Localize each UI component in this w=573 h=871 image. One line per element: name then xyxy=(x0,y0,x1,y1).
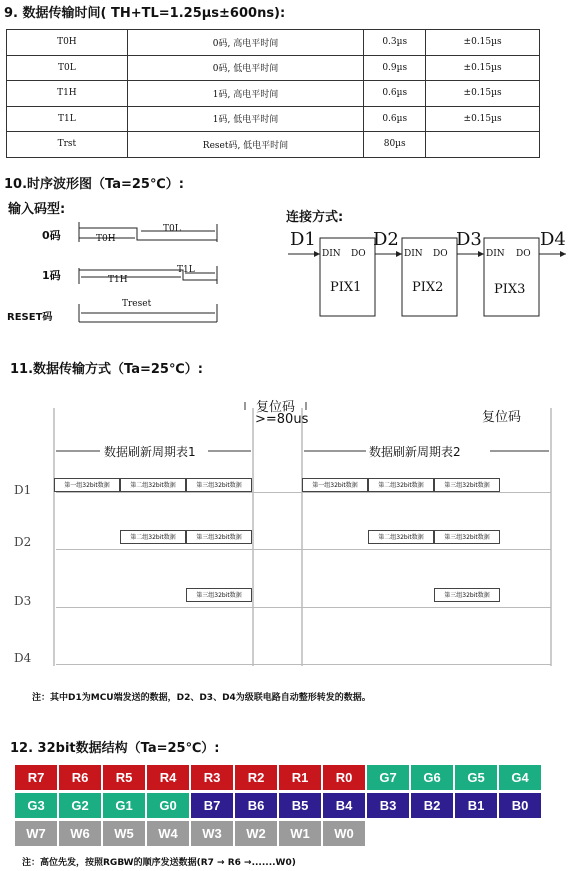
bit-cell: R0 xyxy=(322,764,366,791)
bit-cell: B6 xyxy=(234,792,278,819)
d2-group3-b: 第三组32bit数据 xyxy=(434,530,500,544)
code0-label: 0码 xyxy=(42,229,61,242)
connection-diagram xyxy=(286,228,571,320)
period1-label: 数据刷新周期表1 xyxy=(104,445,196,459)
line-label-d4: D4 xyxy=(14,651,32,665)
bit-cell: W6 xyxy=(58,820,102,847)
section12-note: 注：高位先发，按照RGBW的顺序发送数据(R7 → R6 →.......W0) xyxy=(22,858,296,868)
bits-row-1 xyxy=(14,764,542,791)
t0l-label: T0L xyxy=(163,224,181,234)
bit-cell: W5 xyxy=(102,820,146,847)
reset-code-label: 复位码 xyxy=(256,400,296,415)
timing-cell-name: T1H xyxy=(7,81,128,107)
d1-group2-b: 第二组32bit数据 xyxy=(368,478,434,492)
pix3-do: DO xyxy=(516,249,531,259)
d1-group1-b: 第一组32bit数据 xyxy=(302,478,368,492)
bit-cell: G2 xyxy=(58,792,102,819)
timing-cell-desc: 0码, 低电平时间 xyxy=(127,55,364,81)
d1-group3: 第三组32bit数据 xyxy=(186,478,252,492)
timing-cell-value: 0.9µs xyxy=(364,55,426,81)
bit-cell: G4 xyxy=(498,764,542,791)
d1-gridline xyxy=(56,492,551,493)
bits-row-2 xyxy=(14,792,542,819)
bit-cell: G6 xyxy=(410,764,454,791)
d4-gridline xyxy=(56,664,551,665)
d3-group3: 第三组32bit数据 xyxy=(186,588,252,602)
d3-gridline xyxy=(56,607,551,608)
t1l-label: T1L xyxy=(177,265,195,275)
timing-cell-tol: ±0.15µs xyxy=(426,55,540,81)
timing-cell-desc: Reset码, 低电平时间 xyxy=(127,132,364,158)
pix1-do: DO xyxy=(351,249,366,259)
timing-row xyxy=(7,81,540,107)
bit-cell: B5 xyxy=(278,792,322,819)
bit-cell: R7 xyxy=(14,764,58,791)
bit-cell: R2 xyxy=(234,764,278,791)
section10-title: 10.时序波形图（Ta=25℃）: xyxy=(4,177,184,192)
treset-label: Treset xyxy=(122,299,152,309)
timing-cell-name: T1L xyxy=(7,106,128,132)
pix1-label: PIX1 xyxy=(330,280,362,295)
bit-cell: W4 xyxy=(146,820,190,847)
line-label-d2: D2 xyxy=(14,535,32,549)
connect-title: 连接方式: xyxy=(286,210,344,225)
timing-row xyxy=(7,55,540,81)
bit-cell: G3 xyxy=(14,792,58,819)
bit-cell: B7 xyxy=(190,792,234,819)
d3-label: D3 xyxy=(456,229,482,250)
code1-label: 1码 xyxy=(42,269,61,282)
d4-label: D4 xyxy=(540,229,566,250)
pix3-din: DIN xyxy=(486,249,505,259)
timing-cell-desc: 1码, 低电平时间 xyxy=(127,106,364,132)
pix3-label: PIX3 xyxy=(494,282,526,297)
timing-cell-tol: ±0.15µs xyxy=(426,81,540,107)
period2-label: 数据刷新周期表2 xyxy=(369,445,461,459)
pix2-do: DO xyxy=(433,249,448,259)
d2-group2: 第二组32bit数据 xyxy=(120,530,186,544)
bit-cell: W0 xyxy=(322,820,366,847)
timing-cell-tol xyxy=(426,132,540,158)
section9-title: 9. 数据传输时间( TH+TL=1.25µs±600ns): xyxy=(4,6,286,21)
timing-cell-name: T0L xyxy=(7,55,128,81)
timing-cell-value: 0.6µs xyxy=(364,81,426,107)
bit-cell: R3 xyxy=(190,764,234,791)
reset-code-label-2: 复位码 xyxy=(482,410,522,425)
bit-cell: B4 xyxy=(322,792,366,819)
timing-row xyxy=(7,106,540,132)
d2-group3: 第三组32bit数据 xyxy=(186,530,252,544)
timing-table xyxy=(6,29,540,158)
timing-row xyxy=(7,132,540,158)
section11-note: 注：其中D1为MCU端发送的数据，D2、D3、D4为级联电路自动整形转发的数据。 xyxy=(32,693,371,703)
timing-cell-value: 0.6µs xyxy=(364,106,426,132)
reset-label: RESET码 xyxy=(7,312,53,323)
bits-row-3 xyxy=(14,820,366,847)
t0h-label: T0H xyxy=(96,234,116,244)
timing-cell-desc: 0码, 高电平时间 xyxy=(127,30,364,56)
timing-cell-value: 0.3µs xyxy=(364,30,426,56)
pix1-din: DIN xyxy=(322,249,341,259)
bit-cell: G5 xyxy=(454,764,498,791)
bit-cell: W7 xyxy=(14,820,58,847)
timing-cell-value: 80µs xyxy=(364,132,426,158)
d3-group3-b: 第三组32bit数据 xyxy=(434,588,500,602)
timing-cell-name: T0H xyxy=(7,30,128,56)
line-label-d1: D1 xyxy=(14,483,32,497)
bit-cell: B0 xyxy=(498,792,542,819)
bit-cell: G7 xyxy=(366,764,410,791)
bit-cell: G1 xyxy=(102,792,146,819)
timing-cell-desc: 1码, 高电平时间 xyxy=(127,81,364,107)
bit-cell: R4 xyxy=(146,764,190,791)
timing-cell-tol: ±0.15µs xyxy=(426,106,540,132)
d1-label: D1 xyxy=(290,229,316,250)
pix2-din: DIN xyxy=(404,249,423,259)
bit-cell: W1 xyxy=(278,820,322,847)
timing-cell-tol: ±0.15µs xyxy=(426,30,540,56)
input-code-title: 输入码型: xyxy=(8,202,66,217)
d1-group1: 第一组32bit数据 xyxy=(54,478,120,492)
line-label-d3: D3 xyxy=(14,594,32,608)
t1h-label: T1H xyxy=(108,275,128,285)
reset-time-label: >=80us xyxy=(255,412,309,427)
bit-cell: R5 xyxy=(102,764,146,791)
d2-label: D2 xyxy=(373,229,399,250)
bit-cell: G0 xyxy=(146,792,190,819)
section11-title: 11.数据传输方式（Ta=25℃）: xyxy=(10,362,203,377)
bit-cell: B2 xyxy=(410,792,454,819)
d1-group3-b: 第三组32bit数据 xyxy=(434,478,500,492)
bit-cell: W3 xyxy=(190,820,234,847)
d1-group2: 第二组32bit数据 xyxy=(120,478,186,492)
waveform-1 xyxy=(79,270,217,282)
section12-title: 12. 32bit数据结构（Ta=25℃）: xyxy=(10,741,220,756)
bit-cell: B1 xyxy=(454,792,498,819)
d2-group2-b: 第二组32bit数据 xyxy=(368,530,434,544)
timing-row xyxy=(7,30,540,56)
timing-cell-name: Trst xyxy=(7,132,128,158)
bit-cell: W2 xyxy=(234,820,278,847)
pix2-label: PIX2 xyxy=(412,280,444,295)
bit-cell: R1 xyxy=(278,764,322,791)
d2-gridline xyxy=(56,549,551,550)
bit-cell: B3 xyxy=(366,792,410,819)
bit-cell: R6 xyxy=(58,764,102,791)
